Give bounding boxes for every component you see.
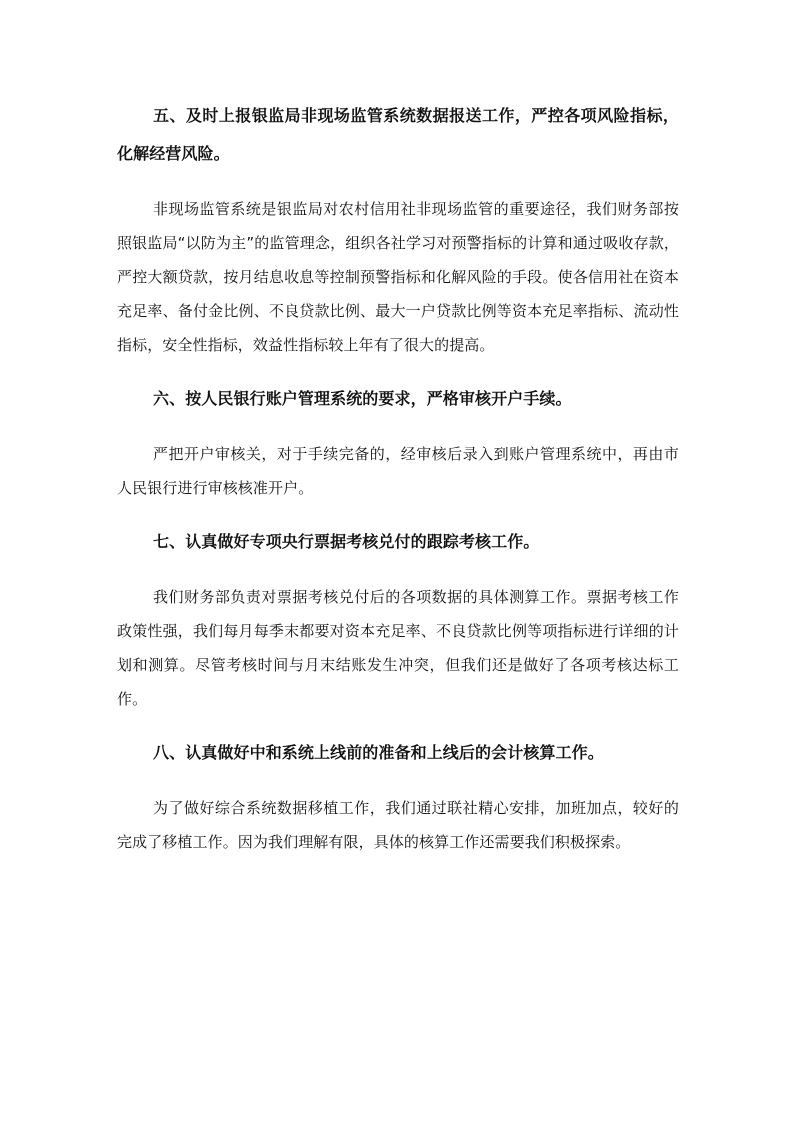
section-5-body: 非现场监管系统是银监局对农村信用社非现场监管的重要途径，我们财务部按照银监局“以防为主”的监管理念，组织各社学习对预警指标的计算和通过吸收存款，严控大额贷款，按月结息收息等控制预警指标和化解风险的手段。使各信用社在资本充足率、备付金比例、不良贷款比例、最大一户贷款比例等资本充足率指标、流动性指标，安全性指标，效益性指标较上年有了很大的提高。 [117,200,679,354]
section-6-body: 严把开户审核关，对于手续完备的，经审核后录入到账户管理系统中，再由市人民银行进行审核核准开户。 [117,445,679,497]
section-6-heading: 六、按人民银行账户管理系统的要求，严格审核开户手续。 [153,389,572,408]
section-8-heading: 八、认真做好中和系统上线前的准备和上线后的会计核算工作。 [153,743,604,762]
section-7-body: 我们财务部负责对票据考核兑付后的各项数据的具体测算工作。票据考核工作政策性强，我们每月每季末都要对资本充足率、不良贷款比例等项指标进行详细的计划和测算。尽管考核时间与月末结账发生冲突，但我们还是做好了各项考核达标工作。 [117,588,679,708]
section-8-body: 为了做好综合系统数据移植工作，我们通过联社精心安排，加班加点，较好的完成了移植工作。因为我们理解有限，具体的核算工作还需要我们积极探索。 [117,799,679,851]
section-5-heading: 五、及时上报银监局非现场监管系统数据报送工作，严控各项风险指标，化解经营风险。 [117,106,679,163]
section-7-heading: 七、认真做好专项央行票据考核兑付的跟踪考核工作。 [153,532,540,551]
document-page [117,97,679,859]
